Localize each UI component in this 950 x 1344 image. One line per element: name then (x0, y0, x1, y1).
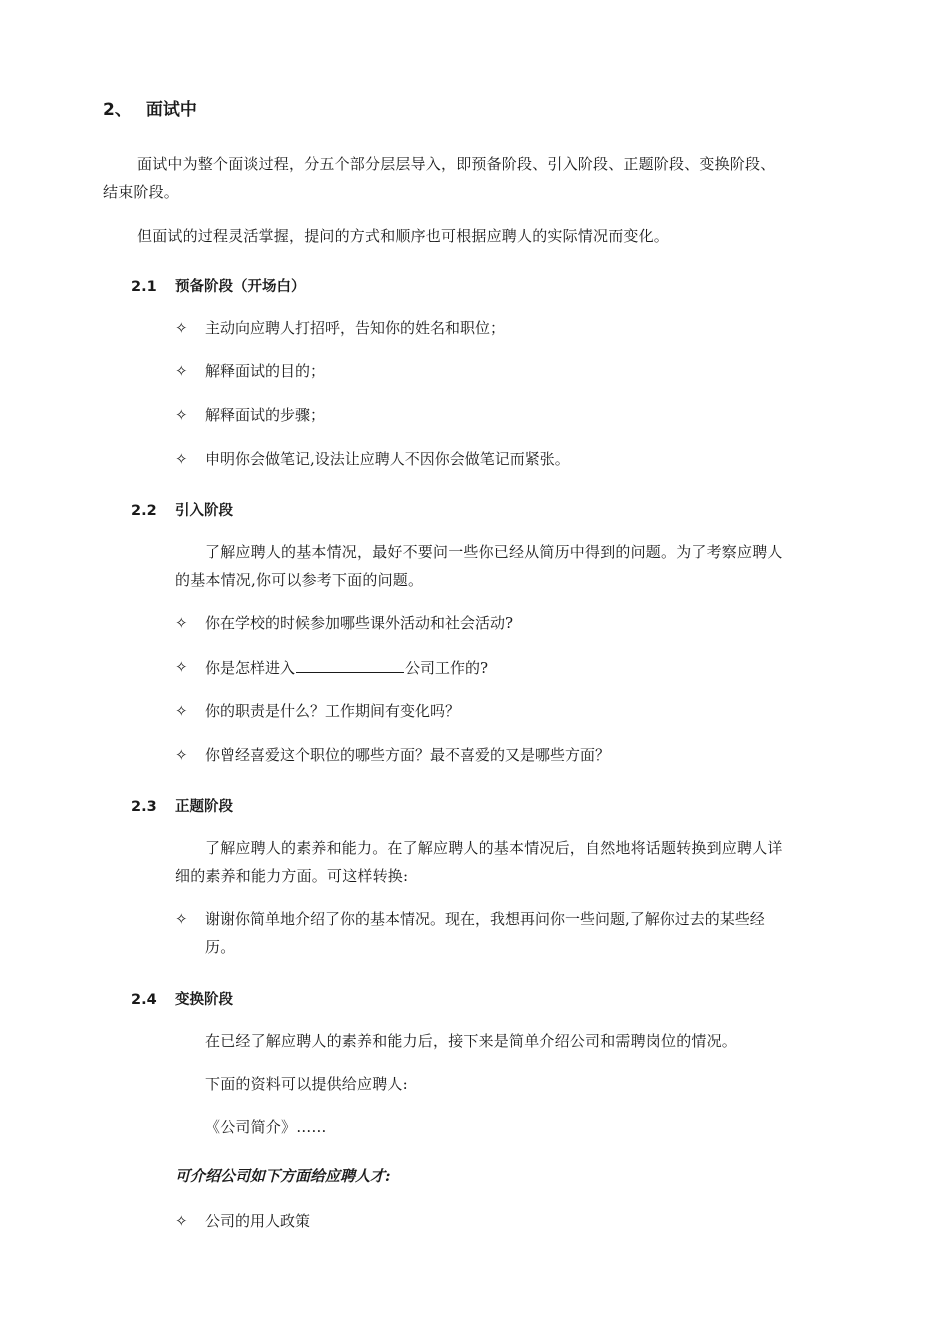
subsection-title: 引入阶段 (175, 503, 233, 519)
subsection-heading-2-3 (131, 797, 233, 817)
paragraph-line: 在已经了解应聘人的素养和能力后，接下来是简单介绍公司和需聘岗位的情况。 (205, 1032, 738, 1050)
subsection-number: 2.2 (131, 503, 157, 519)
list-item-text: 谢谢你简单地介绍了你的基本情况。现在，我想再问你一些问题,了解你过去的某些经 (205, 910, 765, 928)
paragraph-line: 细的素养和能力方面。可这样转换: (175, 867, 409, 885)
subsection-number: 2.4 (131, 992, 157, 1008)
paragraph-line: 了解应聘人的素养和能力。在了解应聘人的基本情况后，自然地将话题转换到应聘人详 (205, 839, 783, 857)
paragraph-line: 的基本情况,你可以参考下面的问题。 (175, 571, 424, 589)
star-bullet-icon: ✧ (175, 658, 188, 676)
star-bullet-icon: ✧ (175, 746, 188, 764)
list-item-text-before-blank: 你是怎样进入 (205, 659, 296, 677)
star-bullet-icon: ✧ (175, 319, 188, 337)
star-bullet-icon: ✧ (175, 614, 188, 632)
section-number: 2、 (103, 100, 132, 120)
paragraph-line: 了解应聘人的基本情况，最好不要问一些你已经从简历中得到的问题。为了考察应聘人 (205, 543, 783, 561)
star-bullet-icon: ✧ (175, 1212, 188, 1230)
list-item-text: 申明你会做笔记,设法让应聘人不因你会做笔记而紧张。 (205, 450, 570, 468)
star-bullet-icon: ✧ (175, 702, 188, 720)
star-bullet-icon: ✧ (175, 450, 188, 468)
star-bullet-icon: ✧ (175, 362, 188, 380)
paragraph-line: 下面的资料可以提供给应聘人: (205, 1075, 408, 1093)
list-item-text: 你的职责是什么？工作期间有变化吗？ (205, 702, 461, 720)
subsection-title: 预备阶段（开场白） (175, 279, 306, 295)
subsection-heading-2-2 (131, 501, 233, 521)
list-item-text-after-blank: 公司工作的? (405, 659, 489, 677)
section-title: 面试中 (145, 100, 197, 120)
subsection-title: 正题阶段 (175, 799, 233, 815)
fill-in-blank (296, 657, 404, 673)
list-item-text: 你在学校的时候参加哪些课外活动和社会活动? (205, 614, 514, 632)
intro-paragraph-2: 但面试的过程灵活掌握，提问的方式和顺序也可根据应聘人的实际情况而变化。 (137, 227, 670, 245)
list-item-text: 解释面试的目的； (205, 362, 326, 380)
emphasis-line: 可介绍公司如下方面给应聘人才: (175, 1167, 391, 1185)
subsection-heading-2-1 (131, 277, 306, 297)
list-item-text: 解释面试的步骤； (205, 406, 326, 424)
subsection-number: 2.1 (131, 279, 157, 295)
list-item-text (205, 657, 488, 678)
subsection-number: 2.3 (131, 799, 157, 815)
list-item-text: 公司的用人政策 (205, 1212, 311, 1230)
list-item-text-continued: 历。 (205, 938, 236, 956)
section-heading (103, 100, 197, 120)
list-item-text: 你曾经喜爱这个职位的哪些方面？最不喜爱的又是哪些方面？ (205, 746, 611, 764)
paragraph-line: 《公司简介》…… (205, 1118, 327, 1136)
intro-paragraph-1-line-2: 结束阶段。 (103, 183, 180, 201)
subsection-title: 变换阶段 (175, 992, 233, 1008)
list-item-text: 主动向应聘人打招呼，告知你的姓名和职位； (205, 319, 506, 337)
intro-paragraph-1-line-1: 面试中为整个面谈过程，分五个部分层层导入，即预备阶段、引入阶段、正题阶段、变换阶段、 (137, 155, 776, 173)
subsection-heading-2-4 (131, 990, 233, 1010)
star-bullet-icon: ✧ (175, 406, 188, 424)
star-bullet-icon: ✧ (175, 910, 188, 928)
